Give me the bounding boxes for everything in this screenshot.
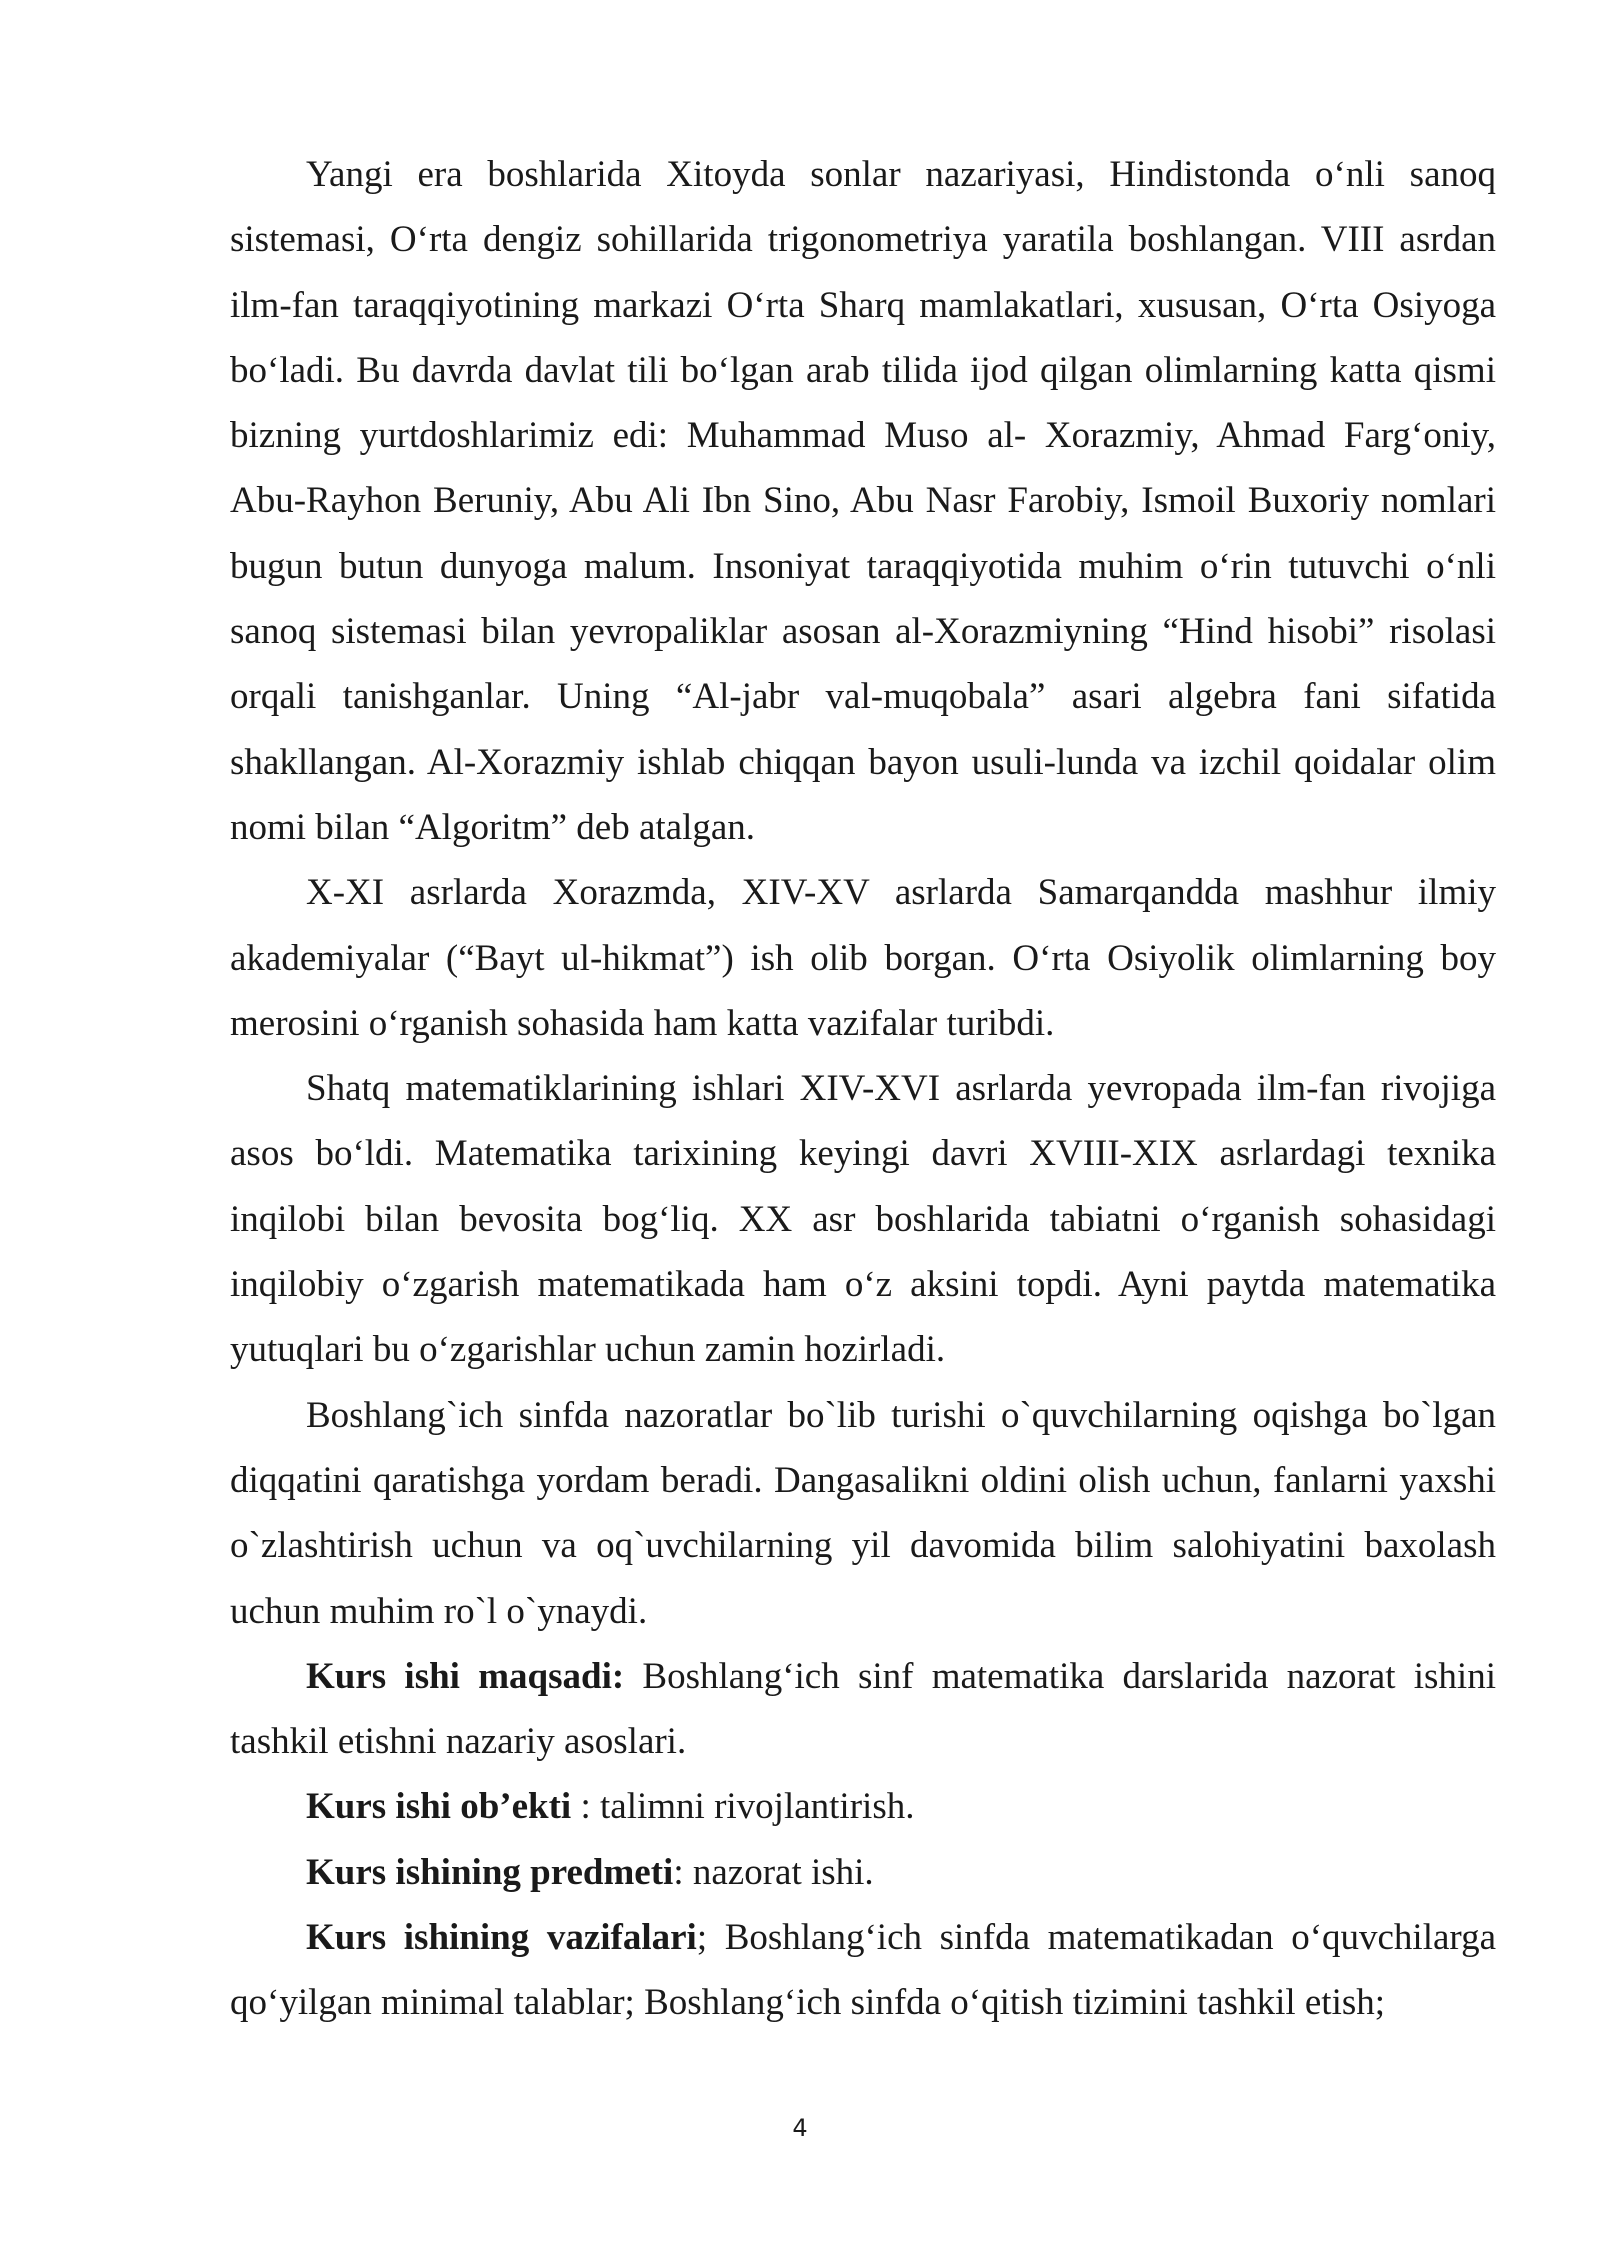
paragraph-course-goal (230, 1644, 1496, 1775)
paragraph-course-subject (230, 1840, 1496, 1905)
course-object-text: : talimni rivojlantirish. (571, 1786, 915, 1828)
course-object-label: Kurs ishi ob’ekti (306, 1786, 572, 1828)
page-number: 4 (792, 2114, 808, 2142)
course-goal-label: Kurs ishi maqsadi: (306, 1655, 625, 1697)
page-body (230, 142, 1496, 2036)
course-subject-text: : nazorat ishi. (673, 1851, 874, 1893)
course-tasks-text: ; Boshlang‘ich sinfda matematikadan o‘quvchilarga qo‘yilgan minimal talablar; Boshlang‘ich sinfda o‘qitish tizimini tashkil etish; (230, 1917, 1496, 2024)
paragraph-control-works: Boshlang`ich sinfda nazoratlar bo`lib turishi o`quvchilarning oqishga bo`lgan diqqatini qaratishga yordam beradi. Dangasalikni oldini olish uchun, fanlarni yaxshi o`zlashtirish uchun va oq`uvchilarning yil davomida bilim salohiyatini baxolash uchun muhim ro`l o`ynaydi. (230, 1394, 1496, 1632)
course-goal-text: Boshlang‘ich sinf matematika darslarida nazorat ishini tashkil etishni nazariy asoslari. (230, 1655, 1496, 1763)
paragraph-course-object (230, 1774, 1496, 1839)
paragraph-academies: X-XI asrlarda Xorazmda, XIV-XV asrlarda Samarqandda mashhur ilmiy akademiyalar (“Bayt ul-hikmat”) ish olib borgan. O‘rta Osiyolik olimlarning boy merosini o‘rganish sohasida ham katta vazifalar turibdi. (230, 872, 1496, 1044)
paragraph-mathematicians: Shatq matematiklarining ishlari XIV-XVI asrlarda yevropada ilm-fan rivojiga asos bo‘ldi. Matematika tarixining keyingi davri XVIII-XIX asrlardagi texnika inqilobi bilan bevosita bog‘liq. XX asr boshlarida tabiatni o‘rganish sohasidagi inqilobiy o‘zgarish matematikada ham o‘z aksini topdi. Ayni paytda matematika yutuqlari bu o‘zgarishlar uchun zamin hozirladi. (230, 1068, 1496, 1371)
course-tasks-label: Kurs ishining vazifalari (306, 1917, 697, 1959)
course-subject-label: Kurs ishining predmeti (306, 1851, 674, 1893)
paragraph-history: Yangi era boshlarida Xitoyda sonlar nazariyasi, Hindistonda o‘nli sanoq sistemasi, O‘rta dengiz sohillarida trigonometriya yaratila boshlangan. VIII asrdan ilm-fan taraqqiyotining markazi O‘rta Sharq mamlakatlari, xususan, O‘rta Osiyoga bo‘ladi. Bu davrda davlat tili bo‘lgan arab tilida ijod qilgan olimlarning katta qismi bizning yurtdoshlarimiz edi: Muhammad Muso al- Xorazmiy, Ahmad Farg‘oniy, Abu-Rayhon Beruniy, Abu Ali Ibn Sino, Abu Nasr Farobiy, Ismoil Buxoriy nomlari bugun butun dunyoga malum. Insoniyat taraqqiyotida muhim o‘rin tutuvchi o‘nli sanoq sistemasi bilan yevropaliklar asosan al-Xorazmiyning “Hind hisobi” risolasi orqali tanishganlar. Uning “Al-jabr val-muqobala” asari algebra fani sifatida shakllangan. Al-Xorazmiy ishlab chiqqan bayon usuli-lunda va izchil qoidalar olim nomi bilan “Algoritm” deb atalgan. (230, 154, 1496, 848)
paragraph-course-tasks (230, 1905, 1496, 2036)
